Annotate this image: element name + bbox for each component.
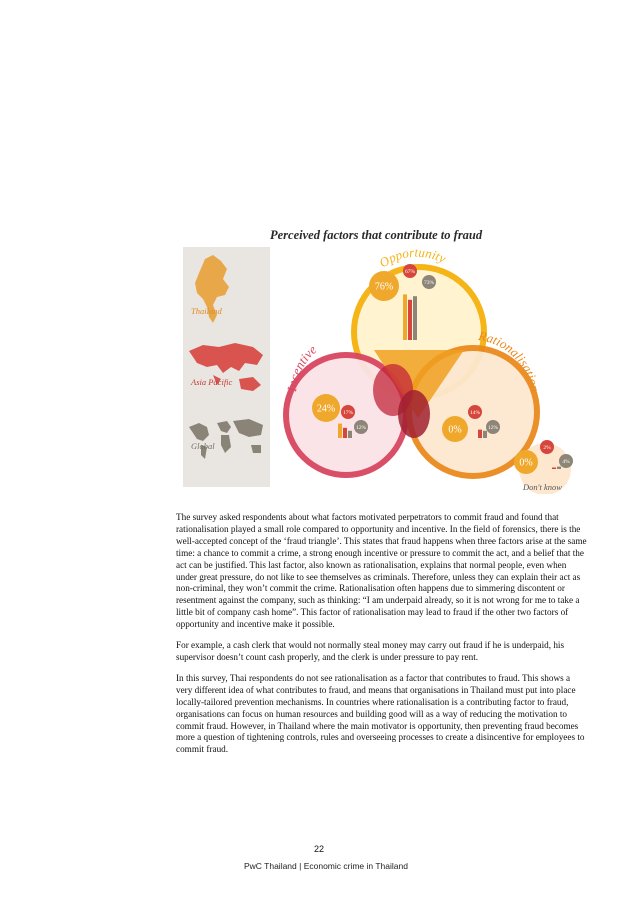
bar-thailand xyxy=(338,424,342,438)
asia-pacific-value-label: 2% xyxy=(543,445,551,451)
legend-panel xyxy=(183,247,270,487)
asia-pacific-label: Asia Pacific xyxy=(191,377,233,387)
overlap-core xyxy=(398,390,430,438)
footer: PwC Thailand | Economic crime in Thailand xyxy=(244,861,408,871)
thailand-value-label: 0% xyxy=(448,424,462,436)
incentive-label: Incentive xyxy=(284,341,320,393)
thailand-label: Thailand xyxy=(191,306,222,316)
bar-thailand xyxy=(403,294,407,340)
page-number: 22 xyxy=(313,844,324,854)
global-value-label: 4% xyxy=(562,459,570,465)
thailand-value-label: 24% xyxy=(316,403,336,415)
dont-know-label: Don't know xyxy=(523,482,562,492)
paragraph-3: In this survey, Thai respondents do not see rationalisation as a factor that contributes to fraud. This shows a very different idea of what contributes to fraud, and means that organisations in Thailand must put into place locally-tailored prevention mechanisms. In countries where rationalisation is a contributing factor to fraud, organisations can focus on human resources and building good will as a way of reducing the motivation to commit fraud. However, in Thailand where the main motivator is opportunity, then preventing fraud becomes more a question of tightening controls, rules and overseeing processes to create a disincentive for employees to commit fraud. xyxy=(176,672,585,755)
paragraph-1: The survey asked respondents about what factors motivated perpetrators to commit fraud and found that rationalisation played a small role compared to opportunity and incentive. In the field of forensics, there is the well-accepted concept of the ‘fraud triangle’. This states that fraud happens when three factors arise at the same time: a chance to commit a crime, a strong enough incentive or pressure to commit the act, and a belief that the act can be justified. This last factor, also known as rationalisation, explains that normal people, even when under great pressure, do not like to see themselves as criminals. Therefore, unless they can explain their act as non-criminal, they won’t commit the crime. Rationalisation often happens due to simmering discontent or resentment against the company, such as thinking: “I am underpaid already, so it is not wrong for me to take a little bit of company cash home”. This factor of rationalisation may lead to fraud if the other two factors of opportunity and incentive make it possible. xyxy=(176,512,587,630)
bar-global xyxy=(413,296,417,340)
body-text xyxy=(176,512,588,765)
global-value-label: 12% xyxy=(487,425,499,431)
paragraph-2: For example, a cash clerk that would not normally steal money may carry out fraud if he is underpaid, his supervisor doesn’t count cash properly, and the clerk is under pressure to pay rent. xyxy=(176,640,565,662)
bar-asia-pacific xyxy=(343,428,347,438)
global-label: Global xyxy=(191,441,215,451)
thailand-value-label: 76% xyxy=(374,281,394,293)
global-value-label: 12% xyxy=(355,425,367,431)
asia-pacific-value-label: 14% xyxy=(469,410,481,416)
asia-pacific-value-label: 67% xyxy=(404,269,416,275)
bar-global xyxy=(557,467,561,469)
bar-global xyxy=(348,431,352,438)
opportunity-label: Opportunity xyxy=(376,244,449,271)
rationalisation-label: Rationalisation xyxy=(477,328,543,394)
figure-title: Perceived factors that contribute to fraud xyxy=(270,228,483,242)
fraud-factors-figure xyxy=(178,222,578,494)
global-map-icon xyxy=(189,419,263,459)
bar-asia-pacific xyxy=(408,300,412,340)
asia-pacific-value-label: 17% xyxy=(342,410,354,416)
global-value-label: 73% xyxy=(423,280,435,286)
thailand-value-label: 0% xyxy=(519,457,533,469)
bar-asia-pacific xyxy=(552,468,556,470)
bar-global xyxy=(483,431,487,438)
bar-asia-pacific xyxy=(478,430,482,438)
